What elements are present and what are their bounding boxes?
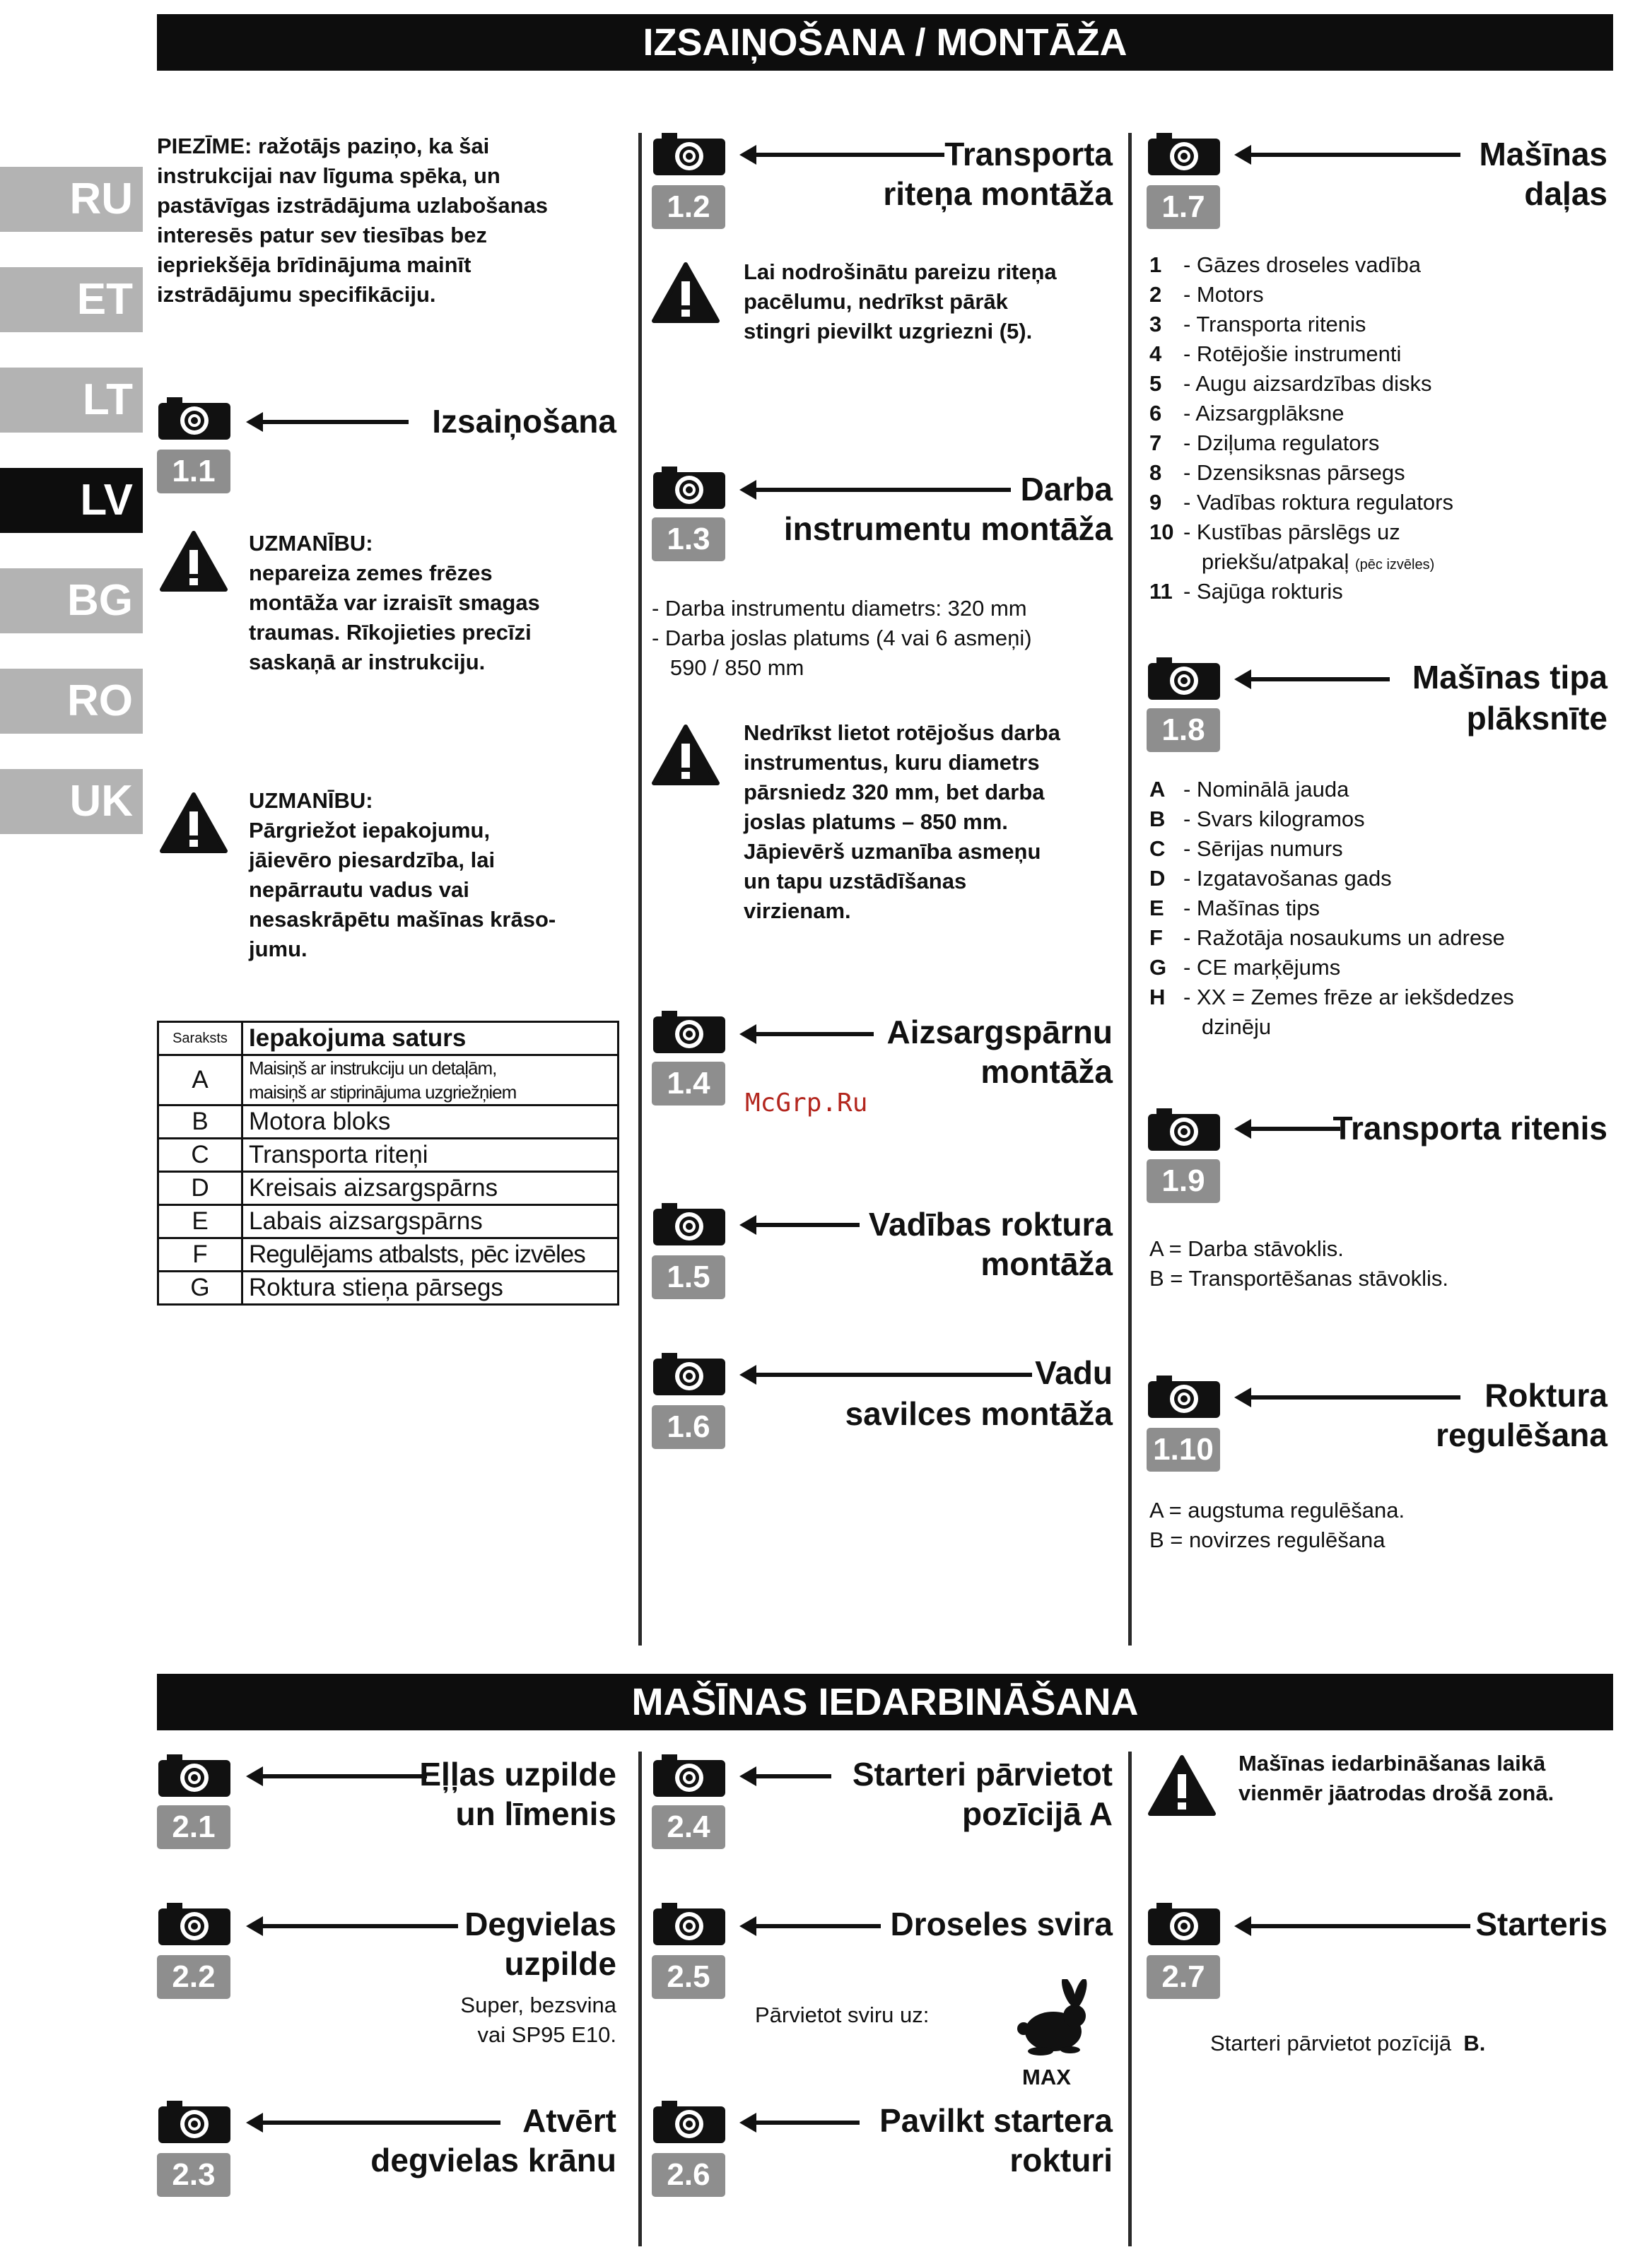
plate-list-item: F - Ražotāja nosaukums un adrese (1149, 925, 1505, 950)
warning-text: stingri pievilkt uzgriezni (5). (744, 319, 1033, 344)
camera-icon (652, 1901, 727, 1947)
arrow-left-icon (1248, 677, 1390, 681)
step-number: 2.5 (652, 1955, 725, 1999)
camera-icon (652, 2099, 727, 2145)
camera-icon (1147, 1374, 1222, 1419)
table-row (158, 1106, 619, 1139)
parts-list-item: 4 - Rotējošie instrumenti (1149, 341, 1402, 366)
step-title: Vadības roktura (868, 1206, 1113, 1243)
step-title: Darba (1020, 471, 1113, 508)
table-row (158, 1272, 619, 1305)
warning-text: vienmēr jāatrodas drošā zonā. (1238, 1781, 1554, 1805)
arrow-left-icon (260, 1924, 458, 1928)
camera-icon (652, 1202, 727, 1247)
note-line: instrukcijai nav līguma spēka, un (157, 163, 500, 188)
step-title: Droseles svira (890, 1906, 1113, 1942)
table-header: Iepakojuma saturs (242, 1022, 619, 1055)
step-number: 1.6 (652, 1405, 725, 1449)
warning-text: nepārrautu vadus vai (249, 877, 469, 902)
plate-list-item: E - Mašīnas tips (1149, 896, 1320, 920)
arrow-left-icon (754, 1223, 860, 1227)
note-line: PIEZĪME: ražotājs paziņo, ka šai (157, 134, 490, 158)
table-header: Saraksts (158, 1022, 242, 1055)
step-title: Pavilkt startera (879, 2102, 1113, 2139)
camera-icon (157, 2099, 232, 2145)
plate-list-item: dzinēju (1183, 1014, 1272, 1039)
arrow-left-icon (1248, 1127, 1340, 1131)
step-title: Aizsargspārnu (886, 1014, 1113, 1050)
table-cell: D (158, 1172, 242, 1205)
column-divider (1128, 1752, 1132, 2246)
lang-tab-lv[interactable]: LV (0, 468, 143, 533)
step-title: un līmenis (455, 1795, 616, 1832)
table-cell: C (158, 1139, 242, 1172)
note-line: izstrādājumu specifikāciju. (157, 282, 436, 307)
warning-text: joslas platums – 850 mm. (744, 809, 1008, 834)
parts-list-item: 5 - Augu aizsardzības disks (1149, 371, 1432, 396)
step-number: 2.3 (157, 2153, 230, 2197)
step-title: instrumentu montāža (783, 510, 1113, 547)
warning-text: Nedrīkst lietot rotējošus darba (744, 720, 1060, 745)
arrow-left-icon (260, 2121, 500, 2125)
camera-icon (157, 396, 232, 441)
parts-list-item: priekšu/atpakaļ (pēc izvēles) (1183, 549, 1435, 574)
step-title: Mašīnas (1479, 136, 1607, 172)
step-number: 2.1 (157, 1805, 230, 1849)
lang-tab-lt[interactable]: LT (0, 368, 143, 433)
step-title: Transporta ritenis (1332, 1110, 1607, 1146)
plate-list-item: A - Nominālā jauda (1149, 777, 1349, 802)
step-number: 2.2 (157, 1955, 230, 1999)
table-cell: Labais aizsargspārns (242, 1205, 619, 1238)
step-title: Starteris (1475, 1906, 1607, 1942)
camera-icon (652, 131, 727, 177)
warning-text: jumu. (249, 937, 307, 961)
camera-icon (1147, 131, 1222, 177)
step-title: Mašīnas tipa (1412, 659, 1607, 696)
table-row (158, 1139, 619, 1172)
arrow-left-icon (754, 1924, 881, 1928)
table-cell: Roktura stieņa pārsegs (242, 1272, 619, 1305)
step-title: rokturi (1009, 2142, 1113, 2178)
table-cell: Motora bloks (242, 1106, 619, 1139)
parts-list-item: 11 - Sajūga rokturis (1149, 579, 1343, 604)
step-number: 2.4 (652, 1805, 725, 1849)
warning-text: un tapu uzstādīšanas (744, 869, 967, 893)
step-number: 1.8 (1147, 708, 1220, 752)
note-line: pastāvīgas izstrādājuma uzlabošanas (157, 193, 549, 218)
column-divider (1128, 133, 1132, 1646)
lang-tab-ru[interactable]: RU (0, 167, 143, 232)
step-title: Transporta (944, 136, 1113, 172)
step-title: Atvērt (522, 2102, 616, 2139)
info-line: A = Darba stāvoklis. (1149, 1236, 1344, 1261)
step-title: Vadu (1035, 1354, 1113, 1391)
step-number: 1.10 (1147, 1428, 1220, 1472)
starter-note: Starteri pārvietot pozīcijā B. (1210, 2031, 1486, 2055)
fuel-note: vai SP95 E10. (477, 2022, 616, 2047)
warning-text: nepareiza zemes frēzes (249, 561, 493, 585)
plate-list-item: B - Svars kilogramos (1149, 807, 1365, 831)
table-cell: F (158, 1238, 242, 1272)
table-row (158, 1055, 619, 1106)
note-line: interesēs patur sev tiesības bez (157, 223, 487, 247)
step-number: 1.7 (1147, 185, 1220, 229)
camera-icon (157, 1901, 232, 1947)
warning-text: jāievēro piesardzība, lai (249, 848, 496, 872)
camera-icon (1147, 1901, 1222, 1947)
camera-icon (157, 1753, 232, 1798)
step-number: 1.3 (652, 517, 725, 561)
parts-list-item: 10 - Kustības pārslēgs uz (1149, 520, 1400, 544)
step-number: 1.2 (652, 185, 725, 229)
plate-list-item: C - Sērijas numurs (1149, 836, 1343, 861)
table-cell: G (158, 1272, 242, 1305)
step-title: uzpilde (504, 1945, 616, 1982)
lang-tab-bg[interactable]: BG (0, 568, 143, 633)
table-header-row (158, 1022, 619, 1055)
lang-tab-ro[interactable]: RO (0, 669, 143, 734)
step-number: 1.4 (652, 1062, 725, 1106)
warning-text: nesaskrāpētu mašīnas krāso- (249, 907, 556, 932)
warning-text: UZMANĪBU: (249, 788, 373, 813)
rabbit-icon (1009, 1979, 1094, 2061)
table-cell: Maisiņš ar instrukciju un detaļām, maisiņš ar stiprinājuma uzgriežņiem (242, 1055, 619, 1106)
warning-text: pacēlumu, nedrīkst pārāk (744, 289, 1008, 314)
warning-text: montāža var izraisīt smagas (249, 590, 540, 615)
spec-line: 590 / 850 mm (652, 655, 804, 680)
step-title: daļas (1524, 175, 1607, 212)
watermark: McGrp.Ru (745, 1089, 868, 1118)
step-title: degvielas krānu (370, 2142, 616, 2178)
arrow-left-icon (754, 2121, 860, 2125)
warning-icon (160, 530, 228, 592)
warning-text: virzienam. (744, 898, 851, 923)
warning-icon (160, 792, 228, 854)
step-number: 2.6 (652, 2153, 725, 2197)
warning-text: Lai nodrošinātu pareizu riteņa (744, 259, 1057, 284)
warning-text: UZMANĪBU: (249, 531, 373, 556)
warning-text: Mašīnas iedarbināšanas laikā (1238, 1751, 1546, 1776)
camera-icon (652, 1351, 727, 1397)
parts-list-item: 8 - Dzensiksnas pārsegs (1149, 460, 1405, 485)
table-row (158, 1172, 619, 1205)
arrow-left-icon (754, 1774, 831, 1778)
spec-line: - Darba instrumentu diametrs: 320 mm (652, 596, 1027, 621)
info-line: B = novirzes regulēšana (1149, 1527, 1386, 1552)
camera-icon (652, 1753, 727, 1798)
arrow-left-icon (260, 420, 409, 424)
arrow-left-icon (754, 1032, 874, 1036)
info-line: B = Transportēšanas stāvoklis. (1149, 1266, 1449, 1291)
step-title: pozīcijā A (962, 1795, 1113, 1832)
step-number: 1.5 (652, 1255, 725, 1299)
step-title: montāža (980, 1053, 1113, 1090)
warning-icon (652, 724, 720, 786)
warning-text: traumas. Rīkojieties precīzi (249, 620, 532, 645)
arrow-left-icon (1248, 1395, 1460, 1400)
camera-icon (1147, 656, 1222, 701)
table-cell: Transporta riteņi (242, 1139, 619, 1172)
lang-tab-et[interactable]: ET (0, 267, 143, 332)
step-title: savilces montāža (845, 1395, 1113, 1432)
warning-icon (652, 262, 720, 324)
section-header-starting: MAŠĪNAS IEDARBINĀŠANA (157, 1674, 1613, 1730)
plate-list-item: D - Izgatavošanas gads (1149, 866, 1392, 891)
step-title: regulēšana (1436, 1417, 1607, 1453)
step-title: riteņa montāža (883, 175, 1113, 212)
parts-list-item: 7 - Dziļuma regulators (1149, 430, 1380, 455)
column-divider (638, 1752, 642, 2246)
package-contents-table (157, 1021, 619, 1306)
info-line: A = augstuma regulēšana. (1149, 1498, 1405, 1523)
table-row (158, 1238, 619, 1272)
step-number: 2.7 (1147, 1955, 1220, 1999)
throttle-note: Pārvietot sviru uz: (755, 2002, 930, 2027)
warning-text: Pārgriežot iepakojumu, (249, 818, 491, 843)
warning-text: pārsniedz 320 mm, bet darba (744, 780, 1045, 804)
parts-list-item: 3 - Transporta ritenis (1149, 312, 1366, 336)
plate-list-item: H - XX = Zemes frēze ar iekšdedzes (1149, 985, 1514, 1009)
warning-icon (1148, 1754, 1216, 1817)
camera-icon (652, 1009, 727, 1055)
table-cell: Kreisais aizsargspārns (242, 1172, 619, 1205)
step-title: Izsaiņošana (432, 403, 616, 440)
warning-text: instrumentus, kuru diametrs (744, 750, 1040, 775)
table-cell: A (158, 1055, 242, 1106)
camera-icon (1147, 1107, 1222, 1152)
plate-list-item: G - CE marķējums (1149, 955, 1341, 980)
table-row (158, 1205, 619, 1238)
step-number: 1.1 (157, 450, 230, 493)
parts-list-item: 9 - Vadības roktura regulators (1149, 490, 1453, 515)
parts-list-item: 1 - Gāzes droseles vadība (1149, 252, 1422, 277)
column-divider (638, 133, 642, 1646)
arrow-left-icon (754, 153, 944, 157)
table-cell: E (158, 1205, 242, 1238)
fuel-note: Super, bezsvina (460, 1993, 616, 2017)
step-title: Degvielas (464, 1906, 616, 1942)
step-title: Roktura (1484, 1377, 1607, 1414)
note-line: iepriekšēja brīdinājuma mainīt (157, 252, 471, 277)
parts-list-item: 6 - Aizsargplāksne (1149, 401, 1345, 426)
arrow-left-icon (260, 1774, 427, 1778)
table-cell: Regulējams atbalsts, pēc izvēles (242, 1238, 619, 1272)
section-header-unpacking: IZSAIŅOŠANA / MONTĀŽA (157, 14, 1613, 71)
parts-list-item: 2 - Motors (1149, 282, 1264, 307)
step-title: Starteri pārvietot (852, 1756, 1113, 1793)
arrow-left-icon (1248, 1924, 1470, 1928)
warning-text: Jāpievērš uzmanība asmeņu (744, 839, 1041, 864)
step-title: montāža (980, 1245, 1113, 1282)
step-number: 1.9 (1147, 1159, 1220, 1203)
camera-icon (652, 465, 727, 510)
table-cell: B (158, 1106, 242, 1139)
lang-tab-uk[interactable]: UK (0, 769, 143, 834)
max-label: MAX (1022, 2065, 1071, 2089)
warning-text: saskaņā ar instrukciju. (249, 650, 486, 674)
arrow-left-icon (754, 488, 1011, 492)
step-title: plāksnīte (1466, 700, 1607, 737)
arrow-left-icon (1248, 153, 1460, 157)
step-title: Eļļas uzpilde (419, 1756, 616, 1793)
arrow-left-icon (754, 1373, 1032, 1377)
spec-line: - Darba joslas platums (4 vai 6 asmeņi) (652, 626, 1032, 650)
